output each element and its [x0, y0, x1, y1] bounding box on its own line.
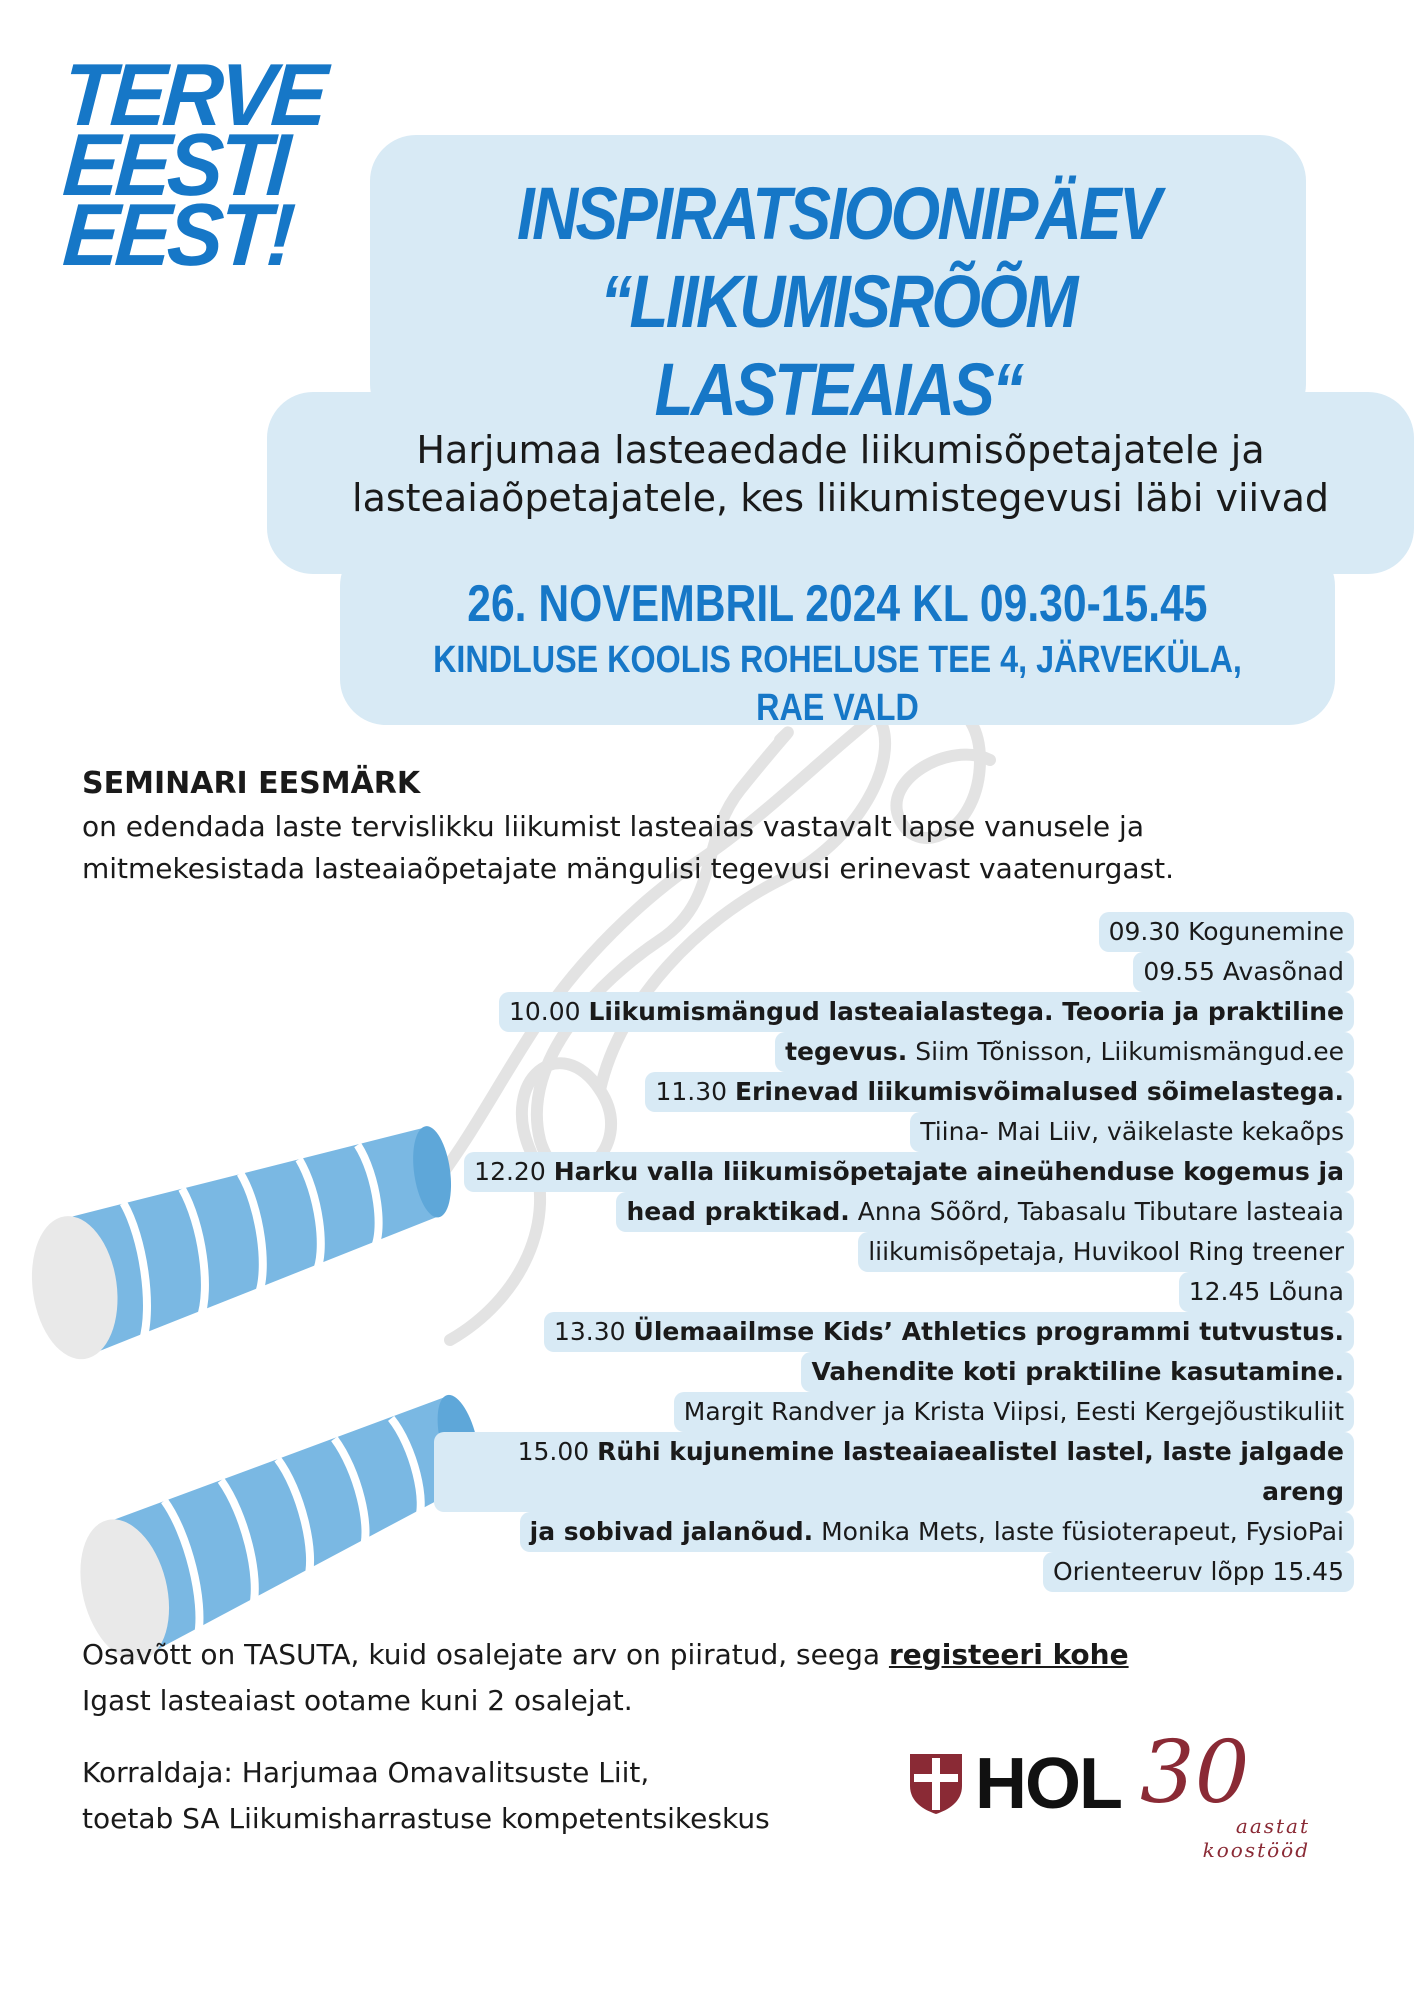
schedule-row: liikumisõpetaja, Huvikool Ring treener: [858, 1232, 1354, 1272]
schedule-row: 09.55 Avasõnad: [1133, 952, 1354, 992]
event-date: [340, 574, 1335, 634]
schedule-speaker: Anna Sõõrd, Tabasalu Tibutare lasteaia: [849, 1197, 1344, 1226]
hol-shield-icon: [908, 1752, 964, 1816]
schedule-row: [544, 1312, 1354, 1352]
subtitle-line-2: lasteaiaõpetajatele, kes liikumistegevusi läbi viivad: [352, 476, 1329, 520]
schedule-row: 12.45 Lõuna: [1179, 1272, 1354, 1312]
registration-line: [82, 1632, 1382, 1678]
schedule-row: Tiina- Mai Liiv, väikelaste kekaõps: [910, 1112, 1354, 1152]
schedule-row: 09.30 Kogunemine: [1099, 912, 1354, 952]
title-line-2: “LIIKUMISRÕÕM LASTEAIAS“: [600, 260, 1076, 431]
schedule-row: [434, 1432, 1354, 1512]
hol-number: 30: [1140, 1723, 1250, 1823]
hol-subtitle: [1140, 1814, 1310, 1862]
goal-line-1: on edendada laste tervislikku liikumist lasteaias vastavalt lapse vanusele ja: [82, 810, 1144, 843]
schedule-row: Margit Randver ja Krista Viipsi, Eesti Kergejõustikuliit: [674, 1392, 1354, 1432]
schedule-title: Rühi kujunemine lasteaiaealistel lastel, laste jalgade areng: [597, 1437, 1344, 1506]
registration-info: [82, 1632, 1382, 1724]
registration-text: Osavõtt on TASUTA, kuid osalejate arv on piiratud, seega: [82, 1638, 889, 1671]
schedule-title: Vahendite koti praktiline kasutamine.: [811, 1357, 1344, 1386]
schedule-speaker: Monika Mets, laste füsioterapeut, FysioPai: [813, 1517, 1344, 1546]
schedule-row: Orienteeruv lõpp 15.45: [1043, 1552, 1354, 1592]
subtitle-line-1: Harjumaa lasteaedade liikumisõpetajatele ja: [416, 428, 1265, 472]
schedule-time: 10.00: [508, 997, 589, 1026]
schedule-time: 15.00: [517, 1437, 598, 1466]
schedule: [434, 912, 1354, 1592]
schedule-title: head praktikad.: [626, 1197, 850, 1226]
schedule-row: [775, 1032, 1354, 1072]
schedule-row: [616, 1192, 1354, 1232]
schedule-row: [499, 992, 1354, 1032]
participant-limit: Igast lasteaiast ootame kuni 2 osalejat.: [82, 1684, 633, 1717]
event-location: [340, 636, 1335, 732]
supporter-line: toetab SA Liikumisharrastuse kompetentsikeskus: [82, 1802, 770, 1835]
schedule-title: ja sobivad jalanõud.: [529, 1517, 814, 1546]
hol-name: HOL: [975, 1744, 1121, 1824]
schedule-row: [520, 1512, 1354, 1552]
register-link[interactable]: registeeri kohe: [888, 1638, 1129, 1671]
goal-heading: SEMINARI EESMÄRK: [82, 766, 421, 801]
goal-line-2: mitmekesistada lasteaiaõpetajate mängulisi tegevusi erinevast vaatenurgast.: [82, 852, 1175, 885]
event-audience: [267, 426, 1414, 522]
schedule-time: 13.30: [553, 1317, 634, 1346]
goal-text: [82, 806, 1362, 890]
schedule-title: Liikumismängud lasteaialastega. Teooria ja praktiline: [588, 997, 1344, 1026]
schedule-row: [801, 1352, 1354, 1392]
schedule-time: 12.20: [474, 1157, 554, 1186]
logo-line-2: EESTI: [60, 115, 290, 215]
schedule-title: Erinevad liikumisvõimalused sõimelastega.: [734, 1077, 1344, 1106]
schedule-row: [645, 1072, 1354, 1112]
logo-line-1: TERVE: [60, 45, 327, 145]
schedule-time: 11.30: [655, 1077, 735, 1106]
event-title: [370, 170, 1306, 434]
logo-line-3: EEST!: [60, 185, 295, 285]
title-line-1: INSPIRATSIOONIPÄEV: [517, 172, 1159, 255]
schedule-speaker: Siim Tõnisson, Liikumismängud.ee: [907, 1037, 1344, 1066]
schedule-title: tegevus.: [785, 1037, 908, 1066]
terve-eesti-eest-logo: [60, 45, 327, 285]
organizer-line: Korraldaja: Harjumaa Omavalitsuste Liit,: [82, 1756, 650, 1789]
schedule-row: [464, 1152, 1354, 1192]
event-location-text: KINDLUSE KOOLIS ROHELUSE TEE 4, JÄRVEKÜLA, RAE VALD: [433, 639, 1242, 729]
event-date-text: 26. NOVEMBRIL 2024 KL 09.30-15.45: [467, 575, 1208, 633]
hol-logo: [908, 1723, 1328, 1870]
organizer-info: [82, 1750, 932, 1842]
hol-sub-2: koostööd: [1202, 1838, 1310, 1862]
schedule-title: Ülemaailmse Kids’ Athletics programmi tutvustus.: [633, 1317, 1344, 1346]
schedule-title: Harku valla liikumisõpetajate aineühenduse kogemus ja: [553, 1157, 1344, 1186]
hol-sub-1: aastat: [1235, 1814, 1310, 1838]
